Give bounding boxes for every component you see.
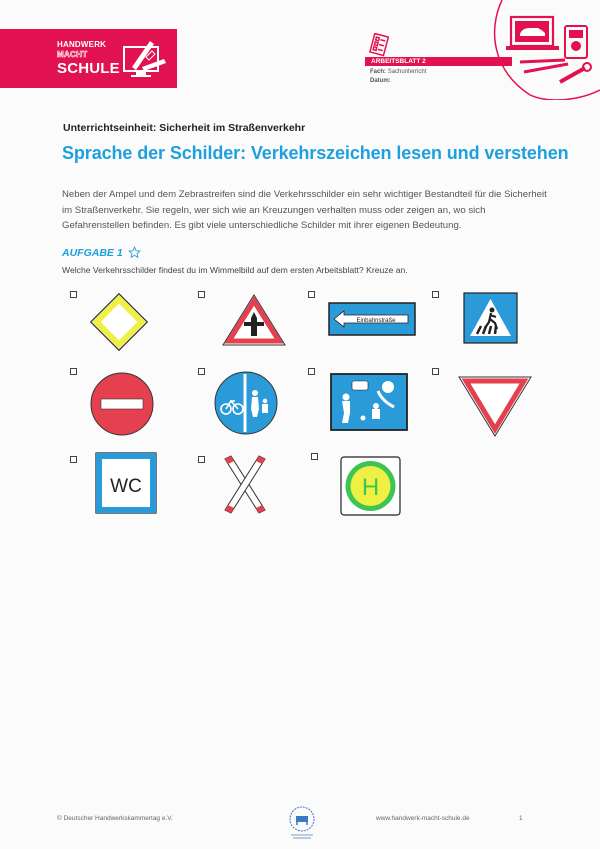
logo-line-1: HANDWERK: [57, 40, 107, 49]
intersection-warning-sign-icon: [220, 292, 288, 348]
checkbox-intersection-warning[interactable]: [198, 291, 205, 298]
checkbox-separated-bike-pedestrian-path[interactable]: [198, 368, 205, 375]
checkbox-no-entry[interactable]: [70, 368, 77, 375]
worksheet-label: ARBEITSBLATT 2: [365, 57, 512, 66]
unit-title: Unterrichtseinheit: Sicherheit im Straßenverkehr: [63, 122, 306, 134]
checkbox-yield[interactable]: [432, 368, 439, 375]
priority-road-sign-icon: [86, 289, 152, 355]
no-entry-sign-icon: [89, 371, 155, 437]
one-way-street-sign-icon: [328, 302, 416, 336]
checklist-icon: [369, 33, 389, 57]
one-way-text: Einbahnstraße: [356, 318, 396, 324]
laptop-multimeter-decoration-icon: [490, 0, 600, 100]
star-outline-icon: [128, 246, 141, 259]
checkbox-wc[interactable]: [70, 456, 77, 463]
checkbox-one-way-street[interactable]: [308, 291, 315, 298]
page-number: 1: [519, 815, 523, 822]
railway-crossing-sign-icon: [222, 455, 268, 515]
checkbox-pedestrian-crossing[interactable]: [432, 291, 439, 298]
bus-stop-sign-icon: [340, 456, 401, 516]
checkbox-priority-road[interactable]: [70, 291, 77, 298]
logo-line-3: SCHULE: [57, 60, 120, 77]
yield-sign-icon: [457, 374, 533, 438]
play-street-sign-icon: [330, 373, 408, 431]
wc-sign-icon: [95, 452, 157, 514]
subject-value: Sachunterricht: [387, 69, 427, 75]
intro-paragraph: Neben der Ampel und dem Zebrastreifen sind die Verkehrsschilder ein sehr wichtiger Bestandteil für die Sicherheit im Straßenverkehr. Sie regeln, wer sich wie an Kreuzungen verhalten muss oder zeigen an, wo sich Gefahrenstellen befinden. Es gibt viele unterschiedliche Schilder mit ihrer eigenen Bedeutung.: [62, 189, 547, 231]
checkbox-railway-crossing[interactable]: [198, 456, 205, 463]
task-question: Welche Verkehrsschilder findest du im Wimmelbild auf dem ersten Arbeitsblatt? Kreuze an.: [62, 265, 408, 275]
bus-stop-text: H: [361, 474, 380, 501]
pedestrian-crossing-sign-icon: [463, 292, 518, 344]
separated-bike-pedestrian-path-sign-icon: [213, 369, 279, 437]
monitor-tools-icon: [122, 37, 172, 81]
task-label: AUFGABE 1: [62, 246, 123, 259]
footer-url-link[interactable]: www.handwerk-macht-schule.de: [376, 815, 470, 822]
date-label: Datum:: [370, 78, 391, 84]
subject-field: [370, 69, 426, 75]
federal-ministry-seal-icon: [287, 805, 317, 841]
handwerk-macht-schule-logo: [0, 29, 177, 88]
checkbox-play-street[interactable]: [308, 368, 315, 375]
task-heading: [62, 246, 141, 259]
logo-line-2: MACHT: [57, 50, 88, 59]
checkbox-bus-stop[interactable]: [311, 453, 318, 460]
subject-label: Fach:: [370, 69, 387, 75]
footer-copyright: © Deutscher Handwerkskammertag e.V.: [57, 815, 173, 822]
wc-text: WC: [110, 476, 142, 497]
page-title: Sprache der Schilder: Verkehrszeichen lesen und verstehen: [62, 143, 569, 163]
